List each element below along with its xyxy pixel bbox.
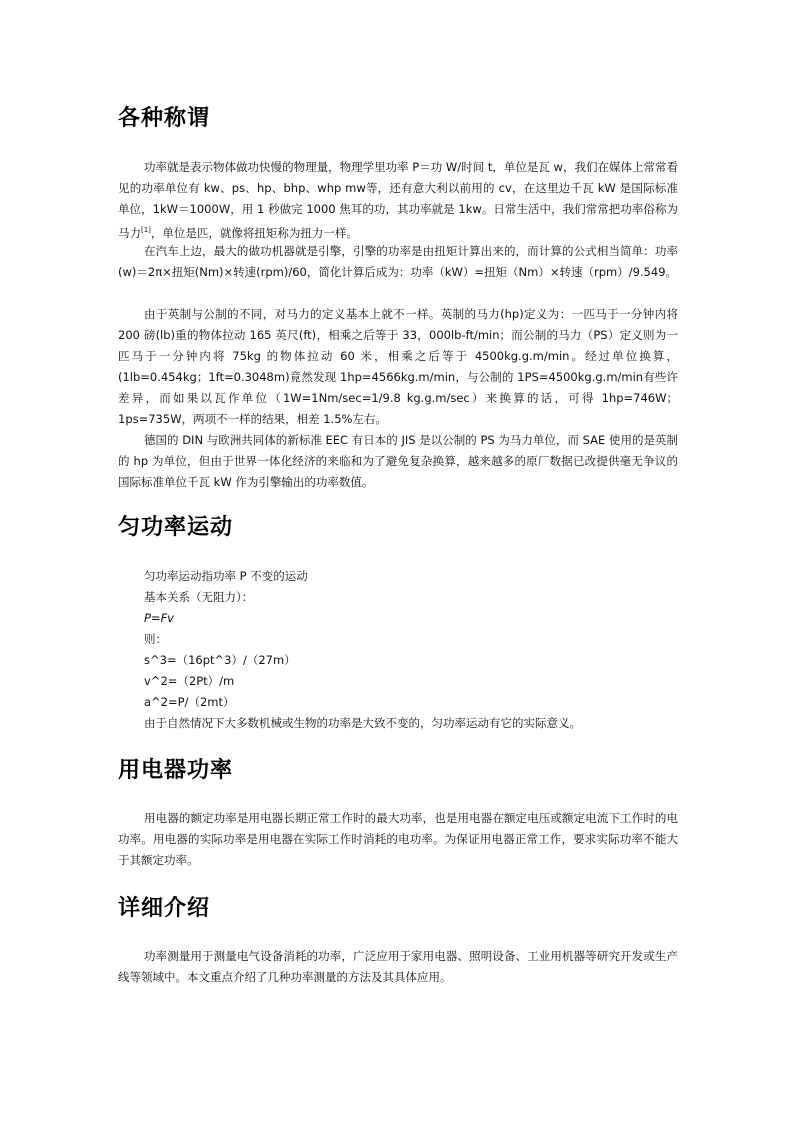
section-heading-constant-power: 匀功率运动	[118, 514, 234, 540]
formula-line: v^2=（2Pt）/m	[144, 674, 235, 688]
footnote-link[interactable]: [1]	[141, 226, 151, 234]
formula-line: a^2=P/（2mt）	[144, 695, 235, 709]
paragraph-horsepower-units: 由于英制与公制的不同，对马力的定义基本上就不一样。英制的马力(hp)定义为：一匹马于一分钟内将 200 磅(lb)重的物体拉动 165 英尺(ft)，相乘之后等于 33，000lb-ft/min；而公制的马力（PS）定义则为一匹马于一分钟内将 75kg 的物体拉动 60 米，相乘之后等于 4500kg.g.m/min。经过单位换算，(1lb=0.454kg；1ft=0.3048m)竟然发现 1hp=4566kg.m/min，与公制的 1PS=4500kg.g.m/min有些许差异，而如果以瓦作单位（1W=1Nm/sec=1/9.8 kg.g.m/sec）来换算的话，可得 1hp=746W；1ps=735W，两项不一样的结果，相差 1.5%左右。	[118, 307, 678, 426]
paragraph-engine-formula: 在汽车上边，最大的做功机器就是引擎，引擎的功率是由扭矩计算出来的，而计算的公式相当简单：功率(w)＝2π×扭矩(Nm)×转速(rpm)/60，简化计算后成为：功率（kW）=扭矩（Nm）×转速（rpm）/9.549。	[118, 244, 678, 279]
paragraph-text: ，单位是匹，就像将扭矩称为扭力一样。	[150, 225, 358, 240]
formula-line: 则：	[144, 632, 167, 646]
paragraph-detailed-intro: 功率测量用于测量电气设备消耗的功率，广泛应用于家用电器、照明设备、工业用机器等研究开发或生产线等领域中。本文重点介绍了几种功率测量的方法及其具体应用。	[118, 949, 678, 984]
paragraph-text: 功率就是表示物体做功快慢的物理量，物理学里功率 P＝功 W/时间 t，单位是瓦 w，我们在媒体上常常看见的功率单位有 kw、ps、hp、bhp、whp mw等，还有意大利以前用的 cv，在这里边千瓦 kW 是国际标准单位，1kW＝1000W，用 1 秒做完 1000 焦耳的功，其功率就是 1kw。日常生活中，我们常常把功率俗称为马力	[118, 160, 678, 240]
formula-line: 匀功率运动指功率 P 不变的运动	[144, 569, 308, 583]
formula-line: 由于自然情况下大多数机械或生物的功率是大致不变的，匀功率运动有它的实际意义。	[144, 716, 581, 730]
formula-line: 基本关系（无阻力）：	[144, 590, 254, 604]
paragraph-appliance-power: 用电器的额定功率是用电器长期正常工作时的最大功率，也是用电器在额定电压或额定电流下工作时的电功率。用电器的实际功率是用电器在实际工作时消耗的电功率。为保证用电器正常工作，要求实际功率不能大于其额定功率。	[118, 811, 678, 867]
formula-line: P=Fv	[144, 611, 174, 625]
paragraph-power-definition	[118, 157, 678, 244]
paragraph-standards: 德国的 DIN 与欧洲共同体的新标准 EEC 有日本的 JIS 是以公制的 PS 为马力单位，而 SAE 使用的是英制的 hp 为单位，但由于世界一体化经济的来临和为了避免复杂换算，越来越多的原厂数据已改提供毫无争议的国际标准单位千瓦 kW 作为引擎输出的功率数值。	[118, 433, 678, 489]
section-heading-appliance-power: 用电器功率	[118, 757, 234, 783]
section-heading-titles: 各种称谓	[118, 105, 211, 131]
section-heading-detailed-intro: 详细介绍	[118, 895, 211, 921]
formula-line: s^3=（16pt^3）/（27m）	[144, 653, 296, 667]
